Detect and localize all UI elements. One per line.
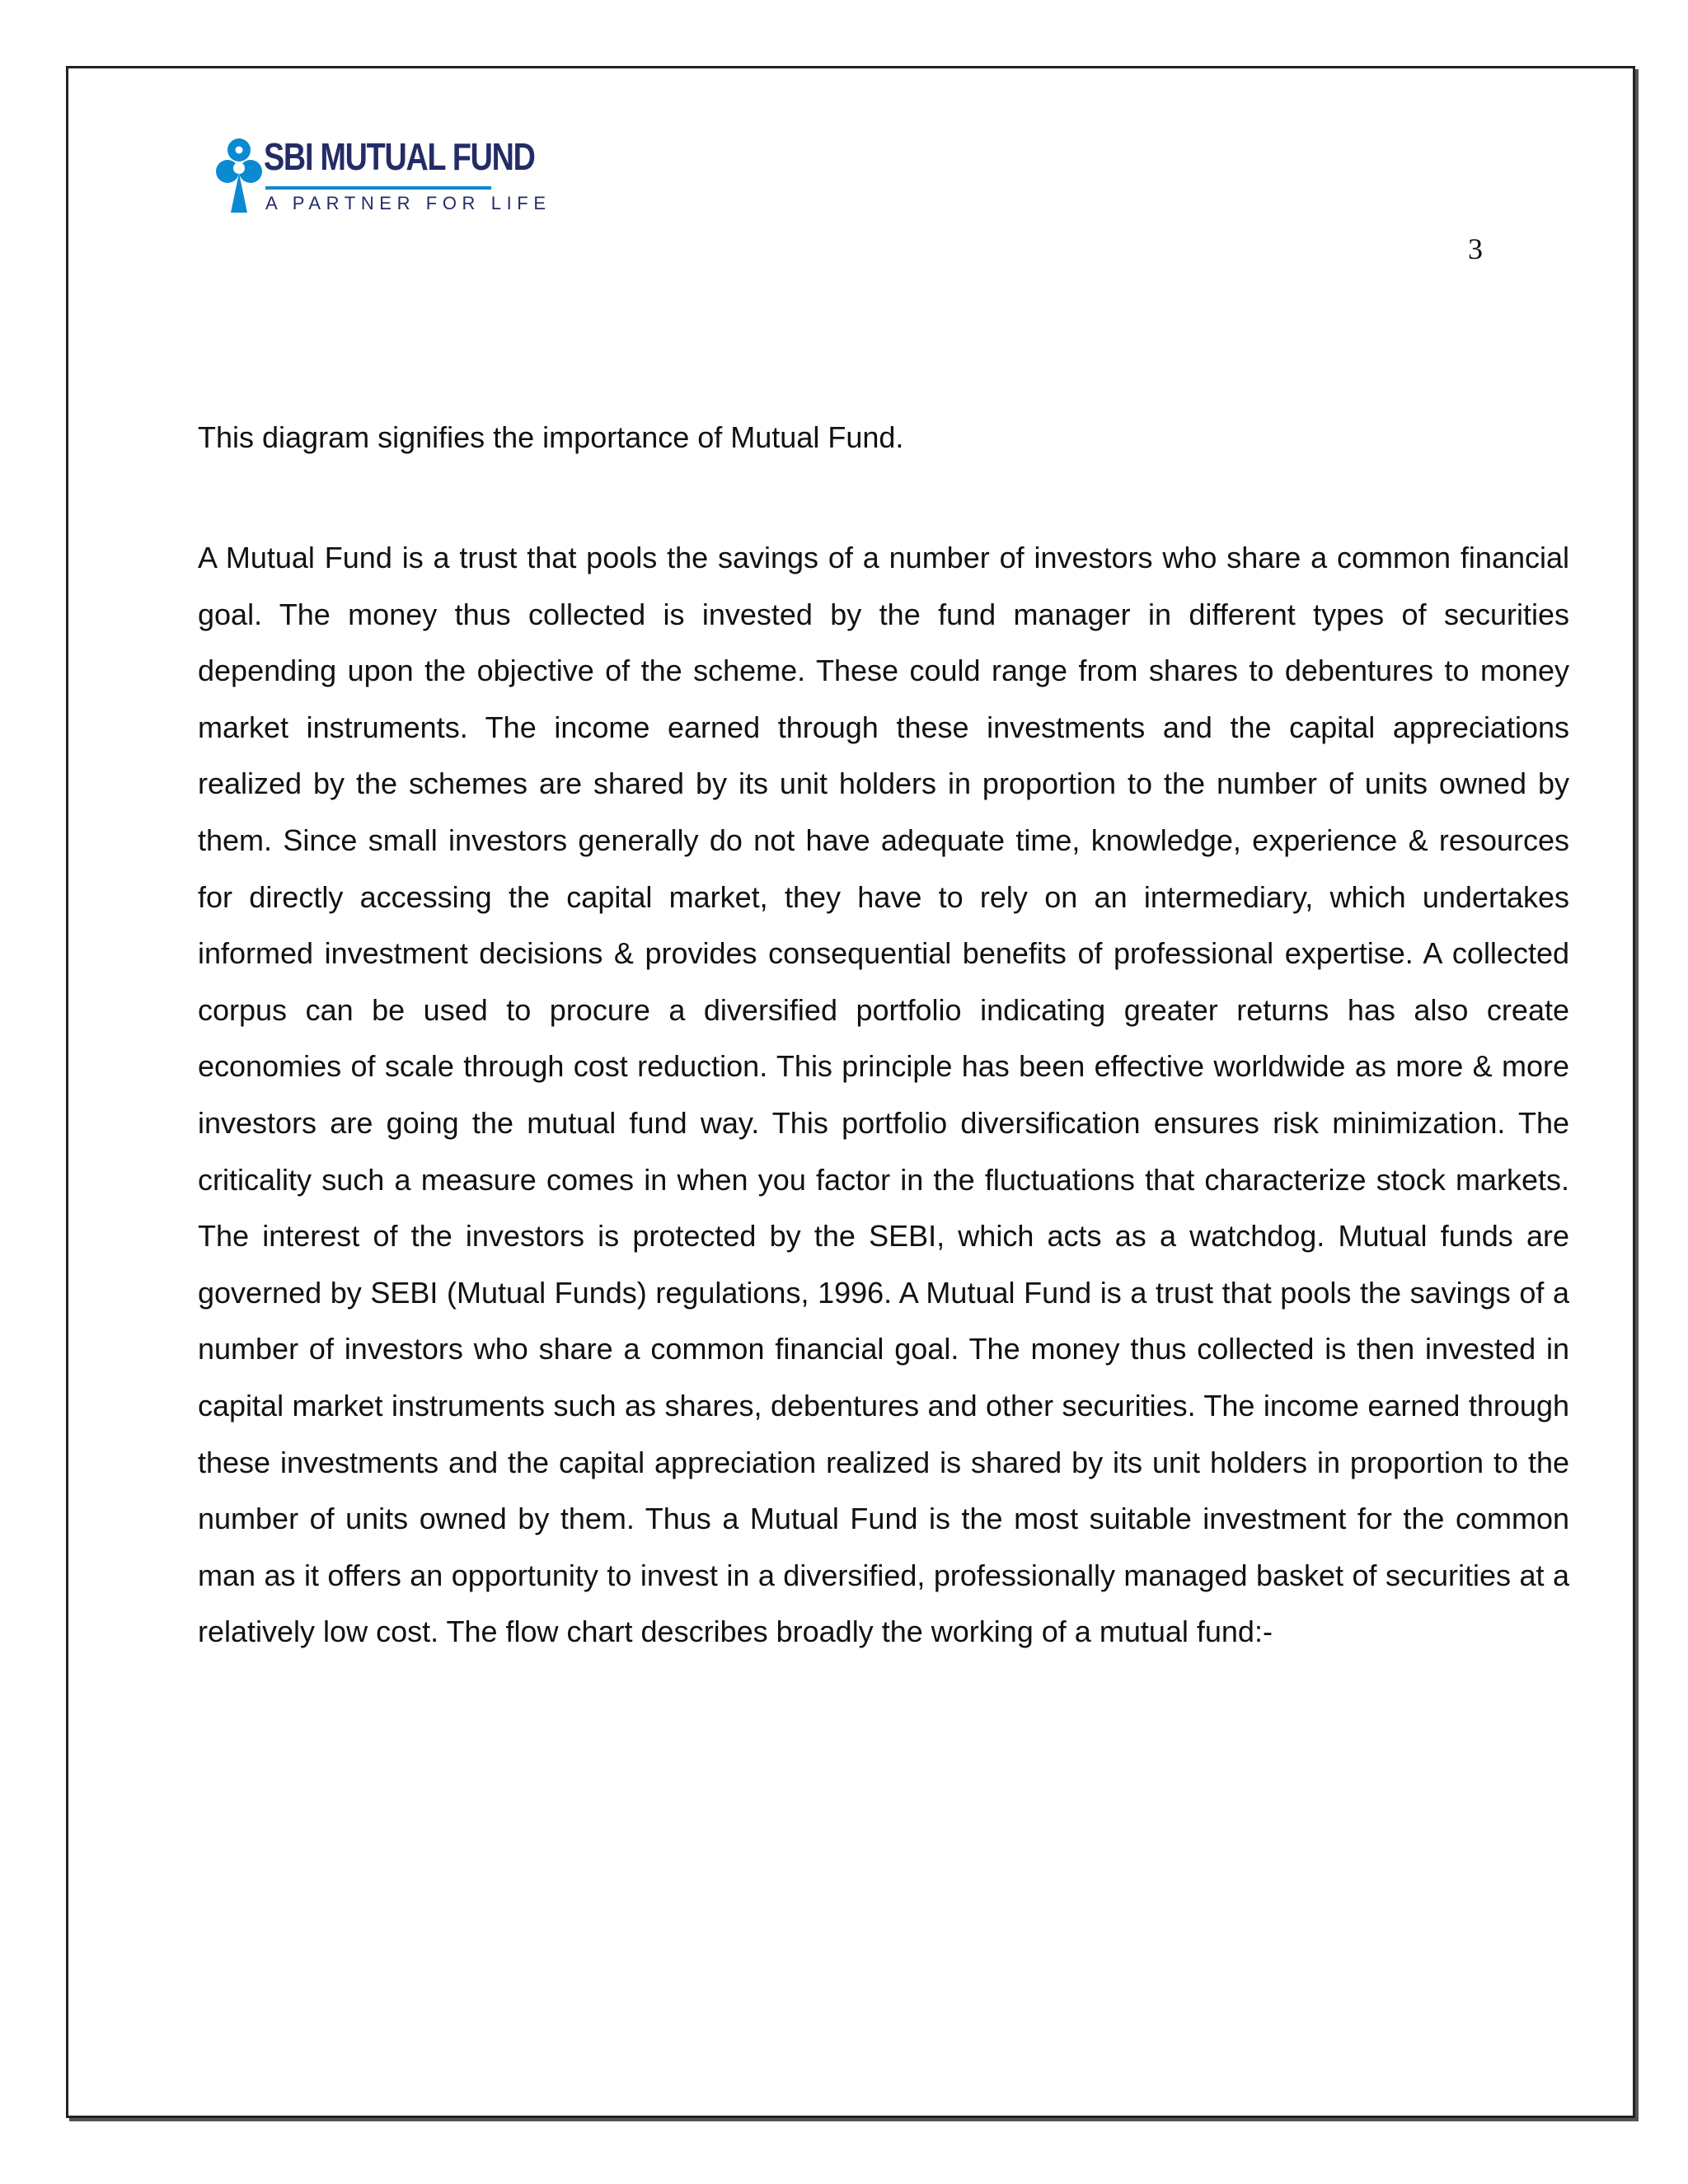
body-paragraph: A Mutual Fund is a trust that pools the savings of a number of investors who share a common financial goal. The money thus collected is invested by the fund manager in different types of securities depending upon the objective of the scheme. These could range from shares to debentures to money market instruments. The income earned through these investments and the capital appreciations realized by the schemes are shared by its unit holders in proportion to the number of units owned by them. Since small investors generally do not have adequate time, knowledge, experience & resources for directly accessing the capital market, they have to rely on an intermediary, which undertakes informed investment decisions & provides consequential benefits of professional expertise. A collected corpus can be used to procure a diversified portfolio indicating greater returns has also create economies of scale through cost reduction. This principle has been effective worldwide as more & more investors are going the mutual fund way. This portfolio diversification ensures risk minimization. The criticality such a measure comes in when you factor in the fluctuations that characterize stock markets. The interest of the investors is protected by the SEBI, which acts as a watchdog. Mutual funds are governed by SEBI (Mutual Funds) regulations, 1996. A Mutual Fund is a trust that pools the savings of a number of investors who share a common financial goal. The money thus collected is then invested in capital market instruments such as shares, debentures and other securities. The income earned through these investments and the capital appreciation realized is shared by its unit holders in proportion to the number of units owned by them. Thus a Mutual Fund is the most suitable investment for the common man as it offers an opportunity to invest in a diversified, professionally managed basket of securities at a relatively low cost. The flow chart describes broadly the working of a mutual fund:- bbox=[198, 541, 1569, 1649]
logo-divider bbox=[265, 186, 491, 190]
page-number: 3 bbox=[1468, 232, 1483, 265]
sbi-keyhole-logo-icon bbox=[216, 132, 262, 218]
sbi-mutual-fund-logo bbox=[216, 130, 551, 223]
logo-title: SBI MUTUAL FUND bbox=[264, 135, 535, 178]
logo-tagline: A PARTNER FOR LIFE bbox=[265, 193, 551, 213]
intro-sentence: This diagram signifies the importance of Mutual Fund. bbox=[198, 420, 904, 454]
